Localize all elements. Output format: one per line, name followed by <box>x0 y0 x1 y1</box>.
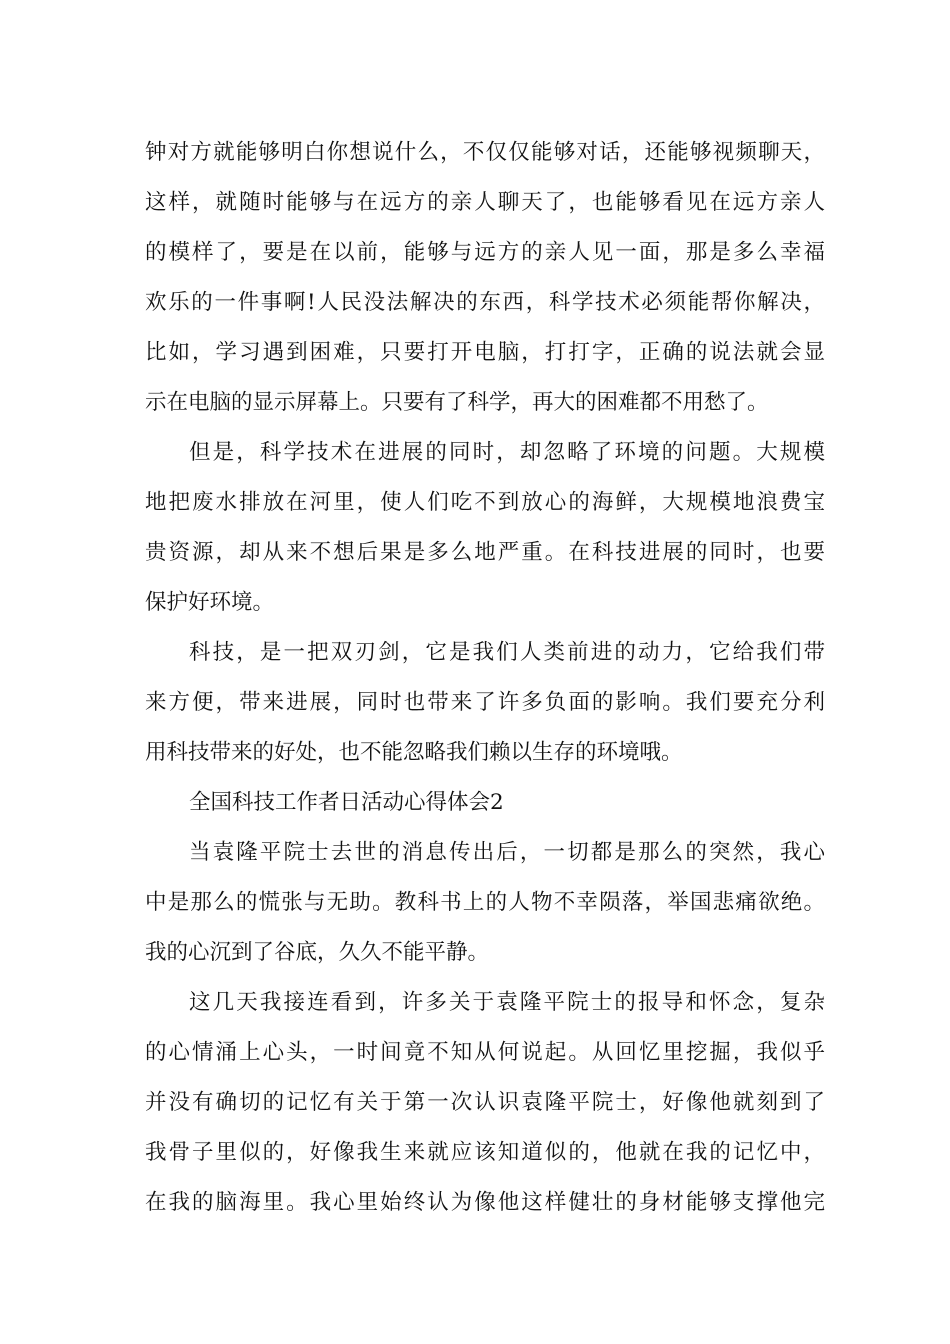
text-line: 的心情涌上心头，一时间竟不知从何说起。从回忆里挖掘，我似乎 <box>145 1040 825 1065</box>
text-line: 我的心沉到了谷底，久久不能平静。 <box>145 940 490 965</box>
text-line: 科技，是一把双刃剑，它是我们人类前进的动力，它给我们带 <box>189 640 825 665</box>
text-line: 欢乐的一件事啊!人民没法解决的东西，科学技术必须能帮你解决， <box>145 290 825 315</box>
text-line: 我骨子里似的，好像我生来就应该知道似的，他就在我的记忆中， <box>145 1140 825 1165</box>
text-line: 中是那么的慌张与无助。教科书上的人物不幸陨落，举国悲痛欲绝。 <box>145 890 825 915</box>
text-line: 来方便，带来进展，同时也带来了许多负面的影响。我们要充分利 <box>145 690 825 715</box>
text-line: 保护好环境。 <box>145 590 275 615</box>
paragraph-1 <box>145 128 825 428</box>
text-line: 比如，学习遇到困难，只要打开电脑，打打字，正确的说法就会显 <box>145 340 825 365</box>
section-title: 全国科技工作者日活动心得体会2 <box>189 790 504 815</box>
text-line: 并没有确切的记忆有关于第一次认识袁隆平院士，好像他就刻到了 <box>145 1090 825 1115</box>
paragraph-5 <box>145 978 825 1228</box>
document-body <box>145 128 825 1228</box>
text-line: 钟对方就能够明白你想说什么，不仅仅能够对话，还能够视频聊天， <box>145 140 825 165</box>
text-line: 当袁隆平院士去世的消息传出后，一切都是那么的突然，我心 <box>189 840 825 865</box>
text-line: 但是，科学技术在进展的同时，却忽略了环境的问题。大规模 <box>189 440 825 465</box>
text-line: 在我的脑海里。我心里始终认为像他这样健壮的身材能够支撑他完 <box>145 1190 825 1215</box>
paragraph-4 <box>145 828 825 978</box>
text-line: 的模样了，要是在以前，能够与远方的亲人见一面，那是多么幸福 <box>145 240 825 265</box>
text-line: 地把废水排放在河里，使人们吃不到放心的海鲜，大规模地浪费宝 <box>145 490 825 515</box>
text-line: 示在电脑的显示屏幕上。只要有了科学，再大的困难都不用愁了。 <box>145 390 769 415</box>
text-line: 贵资源，却从来不想后果是多么地严重。在科技进展的同时，也要 <box>145 540 825 565</box>
text-line: 用科技带来的好处，也不能忽略我们赖以生存的环境哦。 <box>145 740 683 765</box>
paragraph-2 <box>145 428 825 628</box>
text-line: 这样，就随时能够与在远方的亲人聊天了，也能够看见在远方亲人 <box>145 190 825 215</box>
text-line: 这几天我接连看到，许多关于袁隆平院士的报导和怀念，复杂 <box>189 990 825 1015</box>
paragraph-3 <box>145 628 825 778</box>
